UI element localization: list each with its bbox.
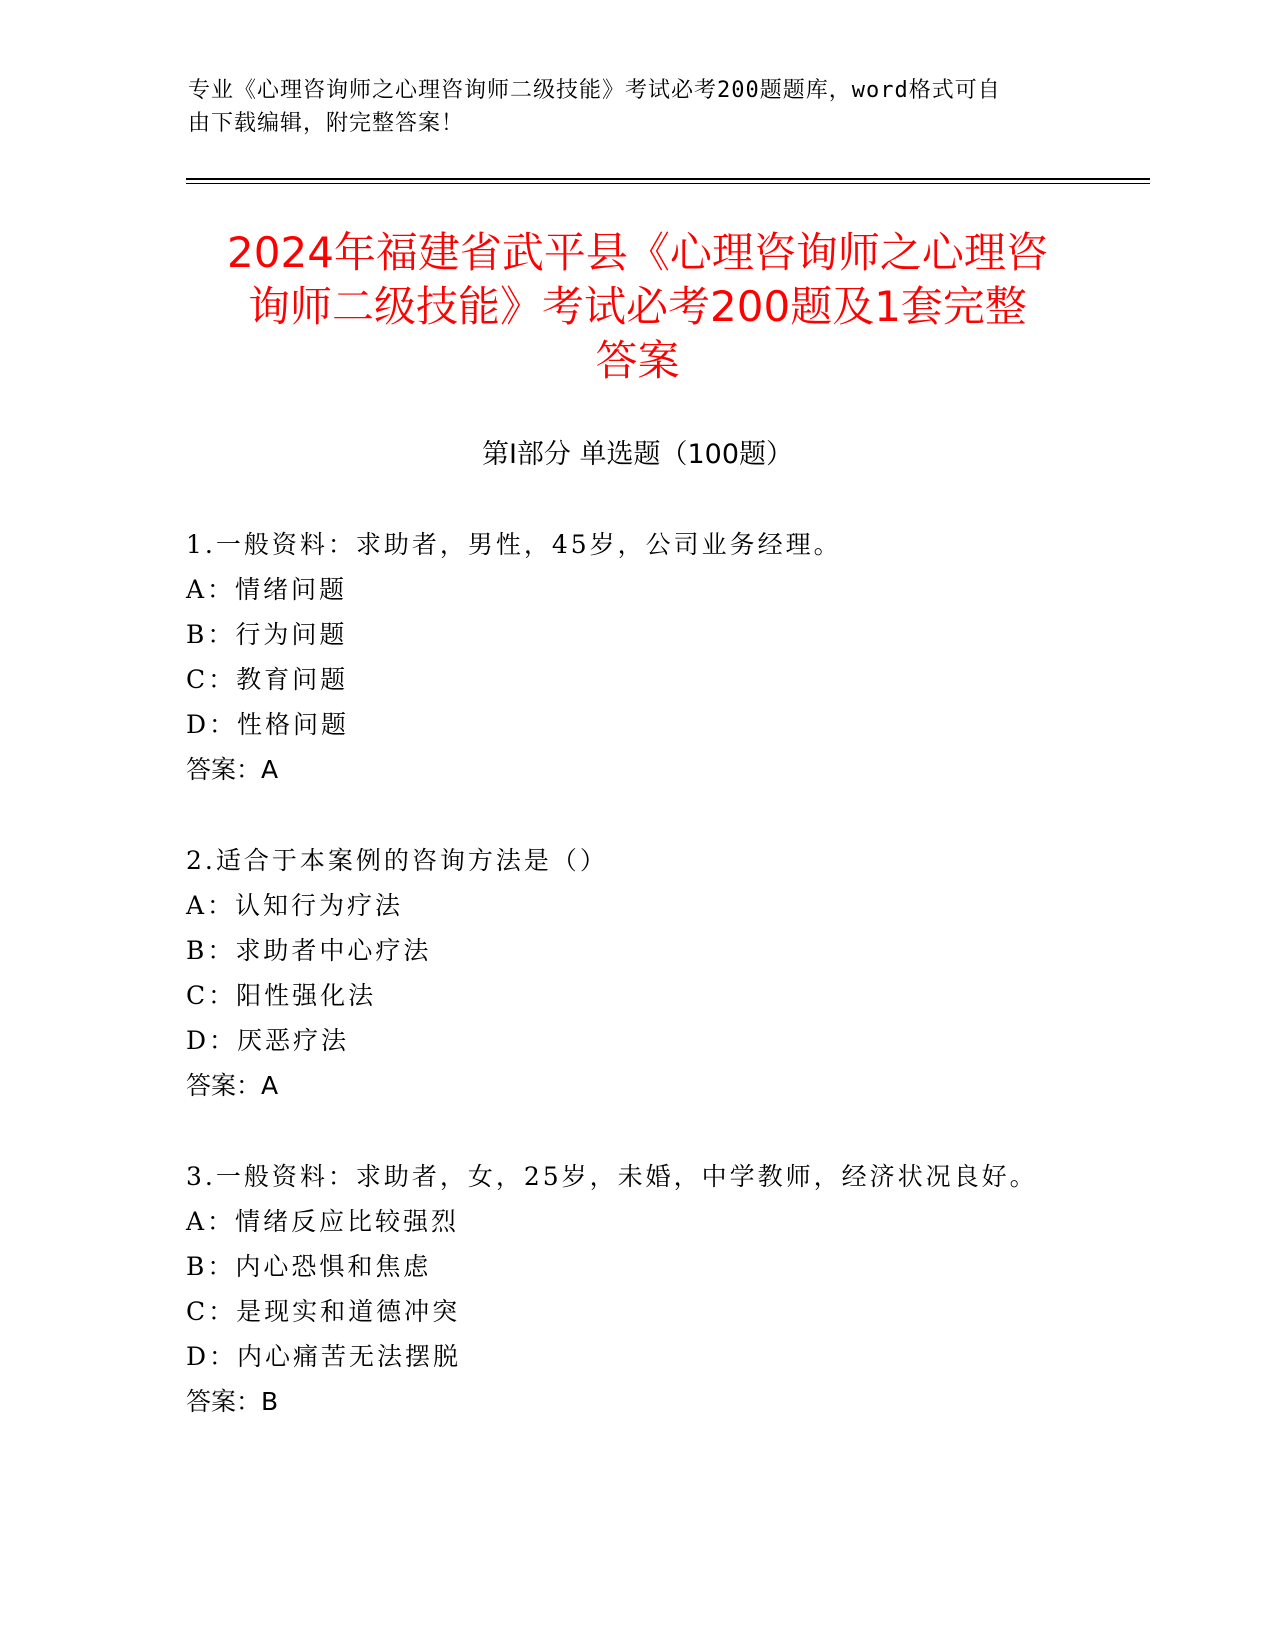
option-b: B：内心恐惧和焦虑 [186, 1252, 432, 1281]
option-c: C：阳性强化法 [186, 981, 377, 1010]
answer: 答案：A [186, 755, 279, 784]
document-title-line3: 答案 [595, 336, 680, 385]
header-rule-thin [186, 183, 1150, 184]
option-a: A：情绪反应比较强烈 [186, 1207, 460, 1236]
option-a: A：认知行为疗法 [186, 891, 404, 920]
option-a: A：情绪问题 [186, 575, 348, 604]
section-title: 第I部分 单选题（100题） [481, 439, 794, 470]
question-1 [186, 522, 1146, 792]
question-stem: 2.适合于本案例的咨询方法是（） [186, 846, 608, 875]
question-stem: 3.一般资料：求助者，女，25岁，未婚，中学教师，经济状况良好。 [186, 1162, 1038, 1191]
option-c: C：是现实和道德冲突 [186, 1297, 461, 1326]
question-3 [186, 1154, 1146, 1424]
option-d: D：性格问题 [186, 710, 350, 739]
header-note-line2: 由下载编辑，附完整答案！ [188, 111, 465, 136]
header-note [188, 74, 1068, 140]
header-note-line1: 专业《心理咨询师之心理咨询师二级技能》考试必考200题题库，word格式可自 [188, 78, 1001, 103]
option-d: D：内心痛苦无法摆脱 [186, 1342, 462, 1371]
answer: 答案：A [186, 1071, 279, 1100]
option-b: B：行为问题 [186, 620, 348, 649]
option-c: C：教育问题 [186, 665, 349, 694]
document-title-line2: 询师二级技能》考试必考200题及1套完整 [248, 282, 1027, 331]
question-stem: 1.一般资料：求助者，男性，45岁，公司业务经理。 [186, 530, 842, 559]
question-2 [186, 838, 1146, 1108]
document-title [180, 226, 1095, 388]
option-b: B：求助者中心疗法 [186, 936, 432, 965]
option-d: D：厌恶疗法 [186, 1026, 350, 1055]
answer: 答案：B [186, 1387, 279, 1416]
document-title-line1: 2024年福建省武平县《心理咨询师之心理咨 [227, 228, 1048, 277]
header-rule-thick [186, 178, 1150, 180]
